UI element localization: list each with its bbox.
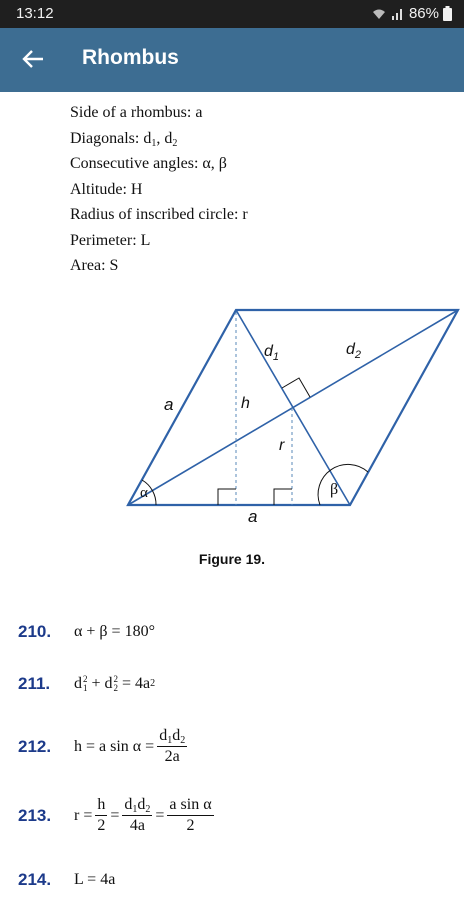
formula-expression: h = a sin α = $\frac{d_1d_2}{2a}$ [74, 727, 186, 766]
formula-number: 213. [18, 805, 52, 825]
status-time: 13:12 [16, 5, 54, 22]
label-beta: β [330, 481, 339, 498]
diagonal-d1 [236, 310, 350, 505]
definition-side: Side of a rhombus: a [70, 104, 203, 121]
fraction: $\frac{\text{a sin α}}{2}$ [169, 796, 212, 835]
figure-caption: Figure 19. [198, 551, 266, 567]
formula-expression: α + β = 180° [74, 623, 155, 640]
formula-expression: d 2 1 + d 2 2 = 4a 2 [74, 674, 156, 693]
signal-icon [391, 7, 405, 21]
definition-altitude: Altitude: H [70, 180, 143, 198]
battery-level: 86% [408, 5, 439, 22]
label-d2: $d_2$ [346, 341, 362, 361]
back-button[interactable] [10, 36, 56, 82]
label-base-a: a [248, 507, 258, 526]
fraction: $\frac{h}{2}$ [97, 796, 106, 835]
arrow-left-icon [22, 50, 44, 68]
label-altitude-h: h [241, 395, 250, 412]
formula-expression: r = $\frac{h}{2}$ = $\frac{d_1d_2}{4a}$ = $\frac{\text{a sin α}}{2}$ [74, 796, 212, 835]
right-angle-mark-radius [274, 489, 292, 505]
app-bar [0, 28, 464, 92]
status-icons [371, 5, 452, 22]
formula-214 [18, 870, 115, 890]
definitions-list [70, 100, 248, 279]
formula-number: 211. [18, 674, 51, 693]
formula-210 [18, 622, 155, 642]
fraction: $\frac{d_1d_2}{4a}$ [124, 796, 151, 835]
formula-number: 214. [18, 870, 52, 889]
formula-211 [18, 674, 155, 694]
label-d1: $d_1$ [264, 343, 280, 363]
definition-angles: Consecutive angles: α, β [70, 155, 227, 172]
label-radius-r: r [279, 437, 285, 454]
status-bar [0, 0, 464, 28]
formula-expression: L = 4a [74, 871, 116, 888]
definition-radius: Radius of inscribed circle: r [70, 206, 248, 223]
definition-diagonals: Diagonals: $d_1$, $d_2$ [70, 129, 178, 149]
label-side-a: a [164, 395, 174, 414]
battery-icon [443, 6, 452, 21]
rhombus-figure [120, 300, 464, 540]
label-alpha: α [140, 485, 148, 501]
formula-212 [18, 727, 190, 767]
right-angle-mark-altitude [218, 489, 236, 505]
page-title: Rhombus [82, 46, 179, 69]
definition-perimeter: Perimeter: L [70, 231, 151, 249]
formula-213 [18, 796, 217, 836]
formula-number: 210. [18, 622, 52, 641]
right-angle-mark-diagonals [282, 378, 310, 397]
fraction: $\frac{d_1d_2}{2a}$ [159, 727, 186, 766]
formula-number: 212. [18, 736, 52, 756]
wifi-icon [371, 7, 387, 21]
definition-area: Area: S [70, 257, 119, 274]
